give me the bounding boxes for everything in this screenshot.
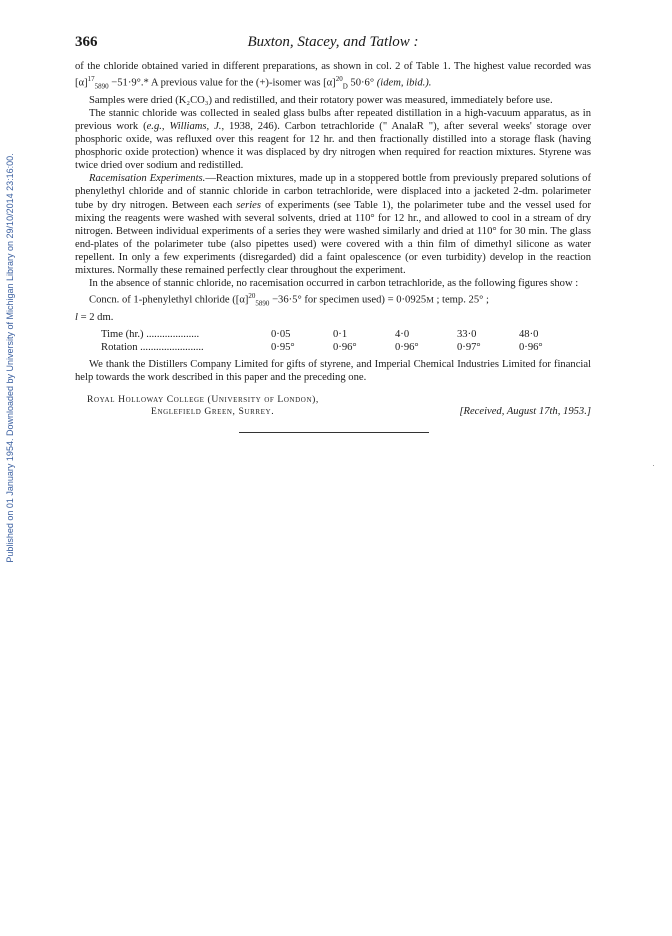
running-head: Buxton, Stacey, and Tatlow : (247, 34, 419, 50)
concentration-formula (75, 290, 591, 324)
paragraph-racemisation (75, 172, 591, 277)
table-cell: 0·96° (519, 342, 543, 354)
text-run: ; temp. 25° ; (433, 294, 489, 306)
section-heading: Racemisation Experiments. (89, 173, 206, 185)
margin-mark (653, 465, 654, 466)
acknowledgement: We thank the Distillers Company Limited for gifts of styrene, and Imperial Chemical Industries Limited for financial help towards the work described in this paper and the preceding one. (75, 359, 591, 384)
superscript: 20 (335, 75, 343, 84)
page-content (75, 34, 591, 433)
publication-notice: Published on 01 January 1954. Downloaded by University of Michigan Library on 29/10/2014 23:16:00. (5, 153, 15, 563)
table-cell: 0·05 (271, 329, 291, 341)
superscript: 17 (87, 75, 95, 84)
rotation-table (101, 328, 581, 354)
table-cell: 48·0 (519, 329, 539, 341)
emphasis: series (236, 199, 261, 211)
variable: l (75, 311, 78, 323)
text-run: , 1938, 246). Carbon tetrachloride (" AnalaR "), after several weeks' storage over phosphoric oxide, was refluxed over this reagent for 12 hr. and then fractionally distilled into a storage flask (having phosphoric oxide protection) whence it was displaced by dry nitrogen when required for reaction mixtures. Styrene was twice dried over sodium and redistilled. (75, 121, 591, 172)
page-number: 366 (75, 34, 98, 50)
row-label: Rotation ........................ (101, 342, 204, 354)
publication-sidebar (2, 128, 18, 588)
text-run: of experiments (see Table 1), the polarimeter tube and the vessel used for mixing the reagents were washed with several solvents, dried at 110° for 12 hr., and allowed to cool in a stream of dry nitrogen. Between individual experiments of a series they were washed similarly and dried at 110° for 30 min. The glass end-plates of the polarimeter tube (also pipettes used) were covered with a thin film of dimethyl silicone as water repellent. In only a few experiments (disregarded) did a faint opalescence (or even turbidity) develop in the reaction mixtures. Normally these remained perfectly clear throughout the experiment. (75, 199, 591, 277)
text-run: 50·6° (347, 77, 377, 89)
end-rule (239, 432, 429, 433)
table-row (101, 341, 581, 354)
table-row (101, 328, 581, 341)
table-cell: 0·97° (457, 342, 481, 354)
table-cell: 33·0 (457, 329, 477, 341)
address-line-1: Royal Holloway College (University of London), (87, 394, 319, 406)
page-header (75, 34, 591, 60)
table-cell: 0·96° (395, 342, 419, 354)
superscript: 20 (248, 292, 256, 301)
text-run: of the chloride obtained varied in different preparations, as shown in col. 2 of Table 1. The highest value recorded was [α] (75, 61, 591, 89)
paragraph-samples: Samples were dried (K₂CO₃) and redistilled, and their rotatory power was measured, immediately before use. (89, 94, 553, 106)
received-date: [Received, August 17th, 1953.] (459, 406, 591, 418)
unit: M (426, 294, 434, 305)
subscript: 5890 (94, 82, 109, 91)
citation: e.g., Williams, J. (146, 121, 222, 133)
table-cell: 0·1 (333, 329, 348, 341)
paragraph-stannic-chloride (75, 107, 591, 172)
table-cell: 0·96° (333, 342, 357, 354)
author-address (75, 394, 591, 420)
row-label: Time (hr.) .................... (101, 329, 200, 341)
subscript: D (342, 82, 348, 91)
table-cell: 4·0 (395, 329, 410, 341)
text-run: −51·9°.* A previous value for the (+)-isomer was [α] (108, 77, 336, 89)
text-run: Concn. of 1-phenylethyl chloride ([α] (89, 294, 249, 306)
address-line-2: Englefield Green, Surrey. (151, 406, 275, 418)
paragraph-chloride-values (75, 60, 591, 94)
text-run: The stannic chloride was collected in sealed glass bulbs after repeated distillation in a high-vacuum apparatus, as in previous work ( (75, 107, 591, 133)
text-run: = 2 dm. (77, 311, 114, 323)
table-cell: 0·95° (271, 342, 295, 354)
citation: (idem, ibid.). (376, 77, 432, 89)
text-run: −36·5° for specimen used) = 0·0925 (269, 294, 427, 306)
subscript: 5890 (255, 299, 270, 308)
text-run: —Reaction mixtures, made up in a stoppered bottle from previously prepared solutions of phenylethyl chloride and of stannic chloride in carbon tetrachloride, were displaced into a jacketed 2-dm. polarimeter tube by dry nitrogen. Between each (75, 173, 591, 211)
paragraph-absence: In the absence of stannic chloride, no racemisation occurred in carbon tetrachloride, as the following figures show : (89, 278, 579, 290)
